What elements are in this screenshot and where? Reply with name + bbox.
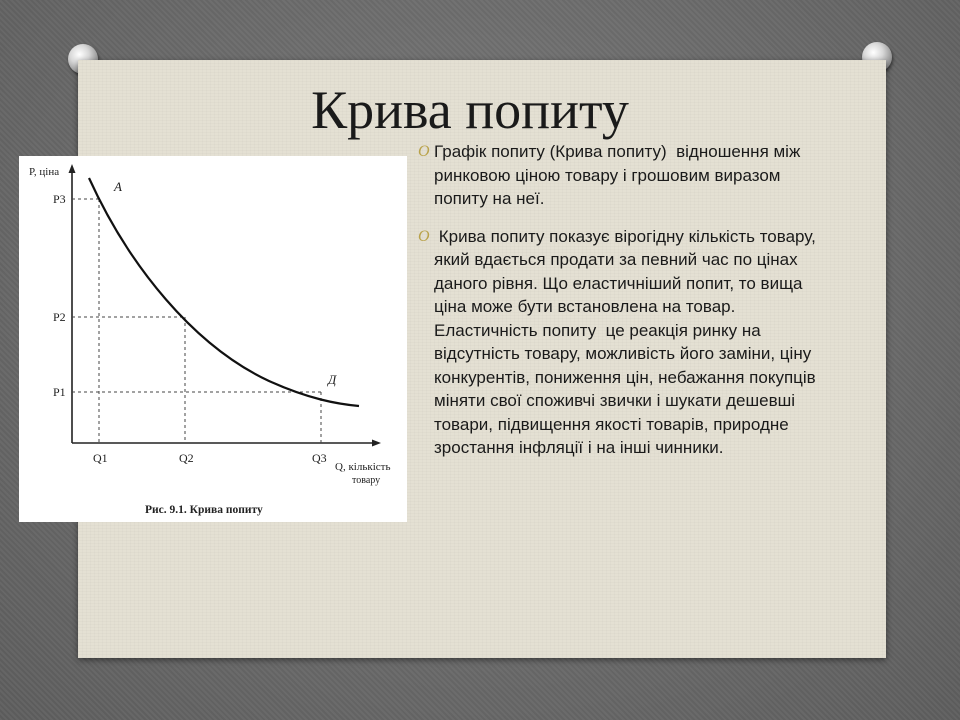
price-tick-p3: P3 (53, 192, 66, 206)
point-d-label: Д (328, 372, 337, 387)
bullet-marker-icon: O (418, 227, 430, 245)
x-axis-label: Q, кількість (335, 461, 391, 473)
quantity-tick-q1: Q1 (93, 451, 108, 465)
price-tick-p2: P2 (53, 310, 66, 324)
bullet-marker-icon: O (418, 143, 430, 160)
figure-caption: Рис. 9.1. Крива попиту (145, 504, 263, 516)
demand-curve (89, 178, 359, 406)
slide-title: Крива попиту (311, 80, 629, 140)
bullet-list (414, 140, 884, 474)
point-a-label: А (114, 179, 122, 194)
bullet-item (414, 225, 884, 460)
demand-curve-figure (19, 156, 407, 522)
bullet-item (414, 140, 884, 211)
guide-lines (72, 199, 321, 443)
y-axis-arrow (69, 164, 76, 173)
x-axis-label-unit: товару (352, 475, 381, 486)
demand-curve-diagram (19, 156, 407, 522)
quantity-tick-q2: Q2 (179, 451, 194, 465)
x-axis-arrow (372, 440, 381, 447)
bullet-text: Графік попиту (Крива попиту) відношення між ринковою ціною товару і грошовим виразом попиту на неї. (434, 142, 801, 208)
quantity-tick-q3: Q3 (312, 451, 327, 465)
y-axis-label: P, ціна (29, 166, 60, 178)
bullet-text: Крива попиту показує вірогідну кількість товару, який вдається продати за певний час по цінах даного рівня. Що еластичніший попит, то вища ціна може бути встановлена на товар. Еластичність попиту це реакція ринку на відсутність товару, можливість його заміни, ціну конкурентів, пониження цін, небажання покупців міняти свої споживчі звички і шукати дешевші товари, підвищення якості товарів, природне зростання інфляції і на інші чинники. (434, 226, 816, 457)
price-tick-p1: P1 (53, 385, 66, 399)
